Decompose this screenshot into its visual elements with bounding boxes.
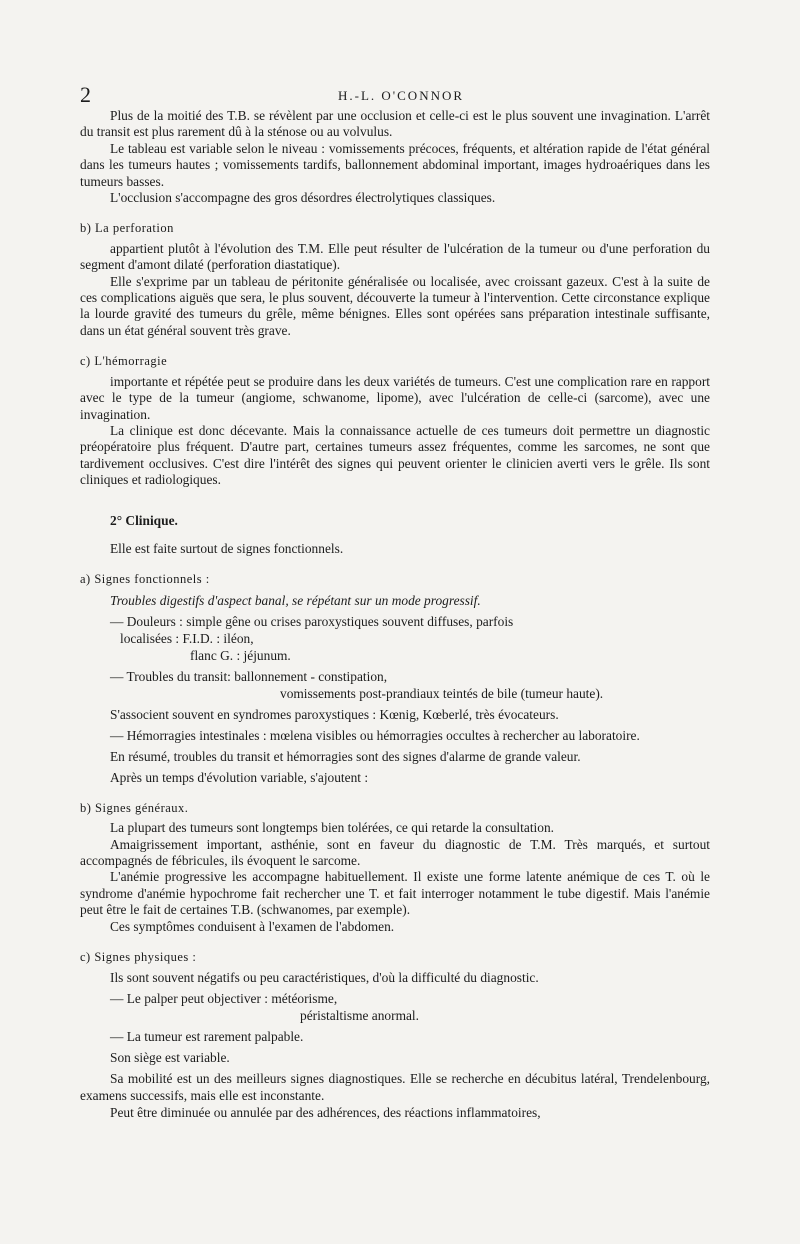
paragraph: Son siège est variable.	[110, 1050, 230, 1066]
list-item-continuation: vomissements post-prandiaux teintés de bile (tumeur haute).	[280, 685, 604, 701]
paragraph: Plus de la moitié des T.B. se révèlent par une occlusion et celle-ci est le plus souvent une invagination. L'arrêt du transit est plus rarement dû à la sténose ou au volvulus.	[80, 108, 710, 140]
list-item: — Troubles du transit: ballonnement - constipation,	[110, 668, 388, 684]
paragraph: Après un temps d'évolution variable, s'ajoutent :	[110, 769, 369, 785]
list-item: — Hémorragies intestinales : mœlena visibles ou hémorragies occultes à rechercher au laboratoire.	[110, 727, 640, 743]
paragraph: Troubles digestifs d'aspect banal, se répétant sur un mode progressif.	[110, 592, 481, 608]
paragraph: Amaigrissement important, asthénie, sont en faveur du diagnostic de T.M. Très marqués, et surtout accompagnés de fébricules, ils évoquent le sarcome.	[80, 836, 710, 868]
paragraph: Sa mobilité est un des meilleurs signes diagnostiques. Elle se recherche en décubitus latéral, Trendelenbourg, examens successifs, mais elle est inconstante.	[80, 1071, 710, 1104]
paragraph: Ils sont souvent négatifs ou peu caractéristiques, d'où la difficulté du diagnostic.	[110, 970, 539, 986]
paragraph: Le tableau est variable selon le niveau : vomissements précoces, fréquents, et altération rapide de l'état général dans les tumeurs hautes ; vomissements tardifs, ballonnement abdominal important, images hydroaériques dans les tumeurs basses.	[80, 140, 710, 189]
list-item: — Douleurs : simple gêne ou crises paroxystiques souvent diffuses, parfois	[110, 613, 514, 629]
paragraph: appartient plutôt à l'évolution des T.M. Elle peut résulter de l'ulcération de la tumeur ou d'une perforation du segment d'amont dilaté (perforation diastatique).	[80, 240, 710, 273]
page-header	[80, 82, 710, 108]
chapter-heading: 2° Clinique.	[110, 512, 178, 528]
list-item-continuation: localisées : F.I.D. : iléon,	[120, 630, 254, 646]
section-heading: a) Signes fonctionnels :	[80, 572, 210, 587]
paragraph: S'associent souvent en syndromes paroxystiques : Kœnig, Kœberlé, très évocateurs.	[110, 706, 559, 722]
list-item: — La tumeur est rarement palpable.	[110, 1029, 304, 1045]
list-item-continuation: flanc G. : jéjunum.	[190, 647, 291, 663]
paragraph: importante et répétée peut se produire dans les deux variétés de tumeurs. C'est une complication rare en rapport avec le type de la tumeur (angiome, schwanome, lipome), avec l'ulcération de celle-ci (sarcome), avec une invagination.	[80, 373, 710, 422]
section-heading: c) Signes physiques :	[80, 950, 197, 964]
running-head-author: H.-L. O'CONNOR	[338, 88, 465, 103]
section-heading: b) Signes généraux.	[80, 800, 189, 815]
paragraph: La plupart des tumeurs sont longtemps bien tolérées, ce qui retarde la consultation.	[110, 820, 554, 836]
paragraph: Elle est faite surtout de signes fonctionnels.	[110, 540, 344, 556]
document-page	[80, 82, 710, 1121]
paragraph: L'occlusion s'accompagne des gros désordres électrolytiques classiques.	[110, 190, 496, 206]
paragraph: La clinique est donc décevante. Mais la connaissance actuelle de ces tumeurs doit permettre un diagnostic préopératoire plus fréquent. D'autre part, certaines tumeurs assez fréquentes, comme les sarcomes, ne sont que tardivement occlusives. C'est dire l'intérêt des signes qui peuvent orienter le clinicien averti vers le grêle. Ils sont cliniques et radiologiques.	[80, 422, 710, 488]
paragraph: Ces symptômes conduisent à l'examen de l'abdomen.	[110, 918, 395, 934]
section-heading: b) La perforation	[80, 221, 174, 236]
paragraph: Peut être diminuée ou annulée par des adhérences, des réactions inflammatoires,	[110, 1105, 541, 1121]
paragraph: L'anémie progressive les accompagne habituellement. Il existe une forme latente anémique de ces T. où le syndrome d'anémie hypochrome fait rechercher une T. et fait interroger notamment le tube digestif. Mais l'anémie peut être le fait de certaines T.B. (schwanomes, par exemple).	[80, 869, 710, 918]
paragraph: En résumé, troubles du transit et hémorragies sont des signes d'alarme de grande valeur.	[110, 748, 581, 764]
page-number: 2	[80, 82, 91, 107]
paragraph: Elle s'exprime par un tableau de péritonite généralisée ou localisée, avec croissant gazeux. C'est à la suite de ces complications aiguës que sera, le plus souvent, découverte la tumeur à l'intervention. Cette circonstance explique la lourde gravité des tumeurs du grêle, même bénignes. Elles sont opérées sans préparation intestinale suffisante, dans un état général souvent très grave.	[80, 273, 710, 338]
list-item: — Le palper peut objectiver : météorisme,	[110, 991, 338, 1007]
section-heading: c) L'hémorragie	[80, 354, 168, 369]
list-item-continuation: péristaltisme anormal.	[300, 1008, 419, 1024]
